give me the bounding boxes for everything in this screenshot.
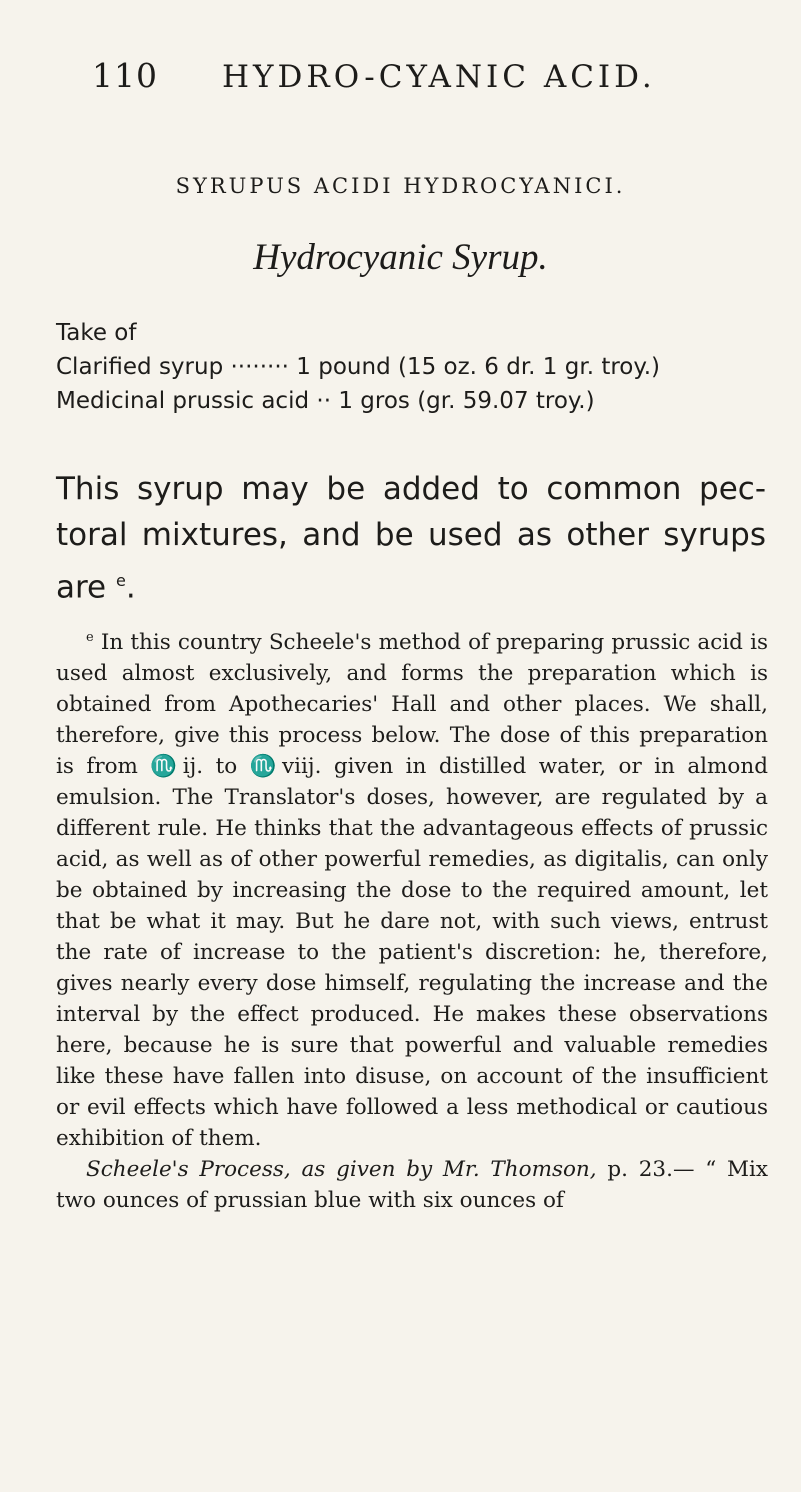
running-head: HYDRO-CYANIC ACID.	[222, 59, 656, 95]
citation-quote: “ Mix two ounces of prussian blue with six ounces of	[56, 1157, 768, 1214]
recipe-intro: Take of	[56, 320, 137, 346]
footnote-text: In this country Scheele's method of preparing prussic acid is used almost exclusively, and forms the preparation which is obtained from Apothecaries' Hall and other places. We shall, therefore, give this process below. The dose of this preparation is from ♏ij. to ♏viij. given in distilled water, or in almond emulsion. The Translator's doses, however, are regulated by a different rule. He thinks that the advantageous effects of prussic acid, as well as of other powerful remedies, as digitalis, can only be obtained by increasing the dose to the required amount, let that be what it may. But he dare not, with such views, entrust the rate of increase to the patient's discretion: he, therefore, gives nearly every dose himself, regulating the increase and the interval by the effect produced. He makes these observations here, because he is sure that powerful and valuable remedies like these have fallen into disuse, on account of the insufficient or evil effects which have followed a less methodical or cautious exhibition of them.	[56, 630, 768, 1152]
footnote-marker: e	[86, 630, 94, 645]
footnote-citation	[56, 1154, 768, 1216]
recipe	[56, 316, 761, 418]
recipe-row	[56, 384, 761, 418]
page-number: 110	[92, 56, 158, 95]
ingredient-name: Clarified syrup	[56, 354, 224, 380]
page-header	[92, 56, 741, 95]
footnote-paragraph	[56, 622, 768, 1154]
ingredient-amount: 1 pound (15 oz. 6 dr. 1 gr. troy.)	[296, 354, 660, 380]
section-subtitle: Hydrocyanic Syrup.	[253, 237, 548, 278]
section-title: SYRUPUS ACIDI HYDROCYANICI.	[175, 174, 626, 198]
body-text: This syrup may be added to common pectoral mixtures, and be used as other syrups are	[56, 471, 766, 606]
citation-page: p. 23.—	[596, 1157, 695, 1183]
recipe-row	[56, 350, 761, 384]
dot-leader: ········	[230, 354, 289, 380]
footnote	[56, 622, 768, 1216]
ingredient-amount: 1 gros (gr. 59.07 troy.)	[338, 388, 595, 414]
body-paragraph: This syrup may be added to common pectoral mixtures, and be used as other syrups are $^e$.	[56, 471, 766, 606]
footnote-reference: e	[116, 571, 126, 590]
dot-leader: ··	[316, 388, 332, 414]
citation-title: Scheele's Process, as given by Mr. Thomson,	[86, 1157, 597, 1183]
ingredient-name: Medicinal prussic acid	[56, 388, 310, 414]
